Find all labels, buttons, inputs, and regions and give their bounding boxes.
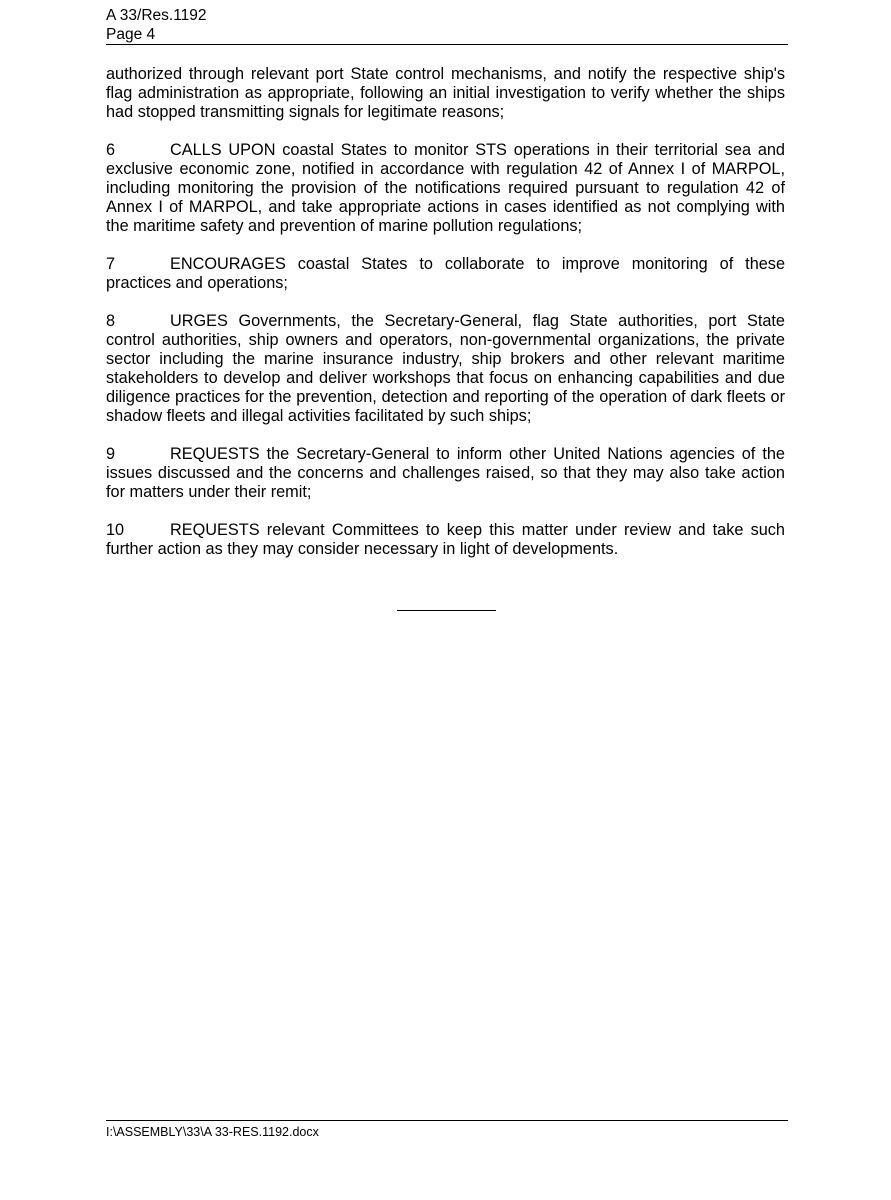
paragraph-10 [106, 521, 785, 559]
paragraph-continuation [106, 65, 785, 122]
document-body [106, 65, 785, 578]
paragraph-7 [106, 255, 785, 293]
paragraph-number: 6 [106, 141, 116, 159]
paragraph-text: URGES Governments, the Secretary-General, flag State authorities, port State control authorities, ship owners and operators, non-governmental organizations, the private sector including the marine insurance industry, ship brokers and other relevant maritime stakeholders to develop and deliver workshops that focus on enhancing capabilities and due diligence practices for the prevention, detection and reporting of the operation of dark fleets or shadow fleets and illegal activities facilitated by such ships; [106, 312, 785, 425]
paragraph-number: 7 [106, 255, 116, 273]
end-of-document-rule [397, 610, 496, 611]
page-footer [106, 1120, 788, 1140]
page-number: Page 4 [106, 26, 156, 43]
paragraph-number: 10 [106, 521, 125, 539]
file-path: I:\ASSEMBLY\33\A 33-RES.1192.docx [106, 1125, 319, 1139]
document-reference: A 33/Res.1192 [106, 7, 207, 24]
paragraph-text: authorized through relevant port State control mechanisms, and notify the respective ship's flag administration as appropriate, following an initial investigation to verify whether the ships had stopped transmitting signals for legitimate reasons; [106, 65, 785, 121]
paragraph-6 [106, 141, 785, 236]
paragraph-number: 8 [106, 312, 116, 330]
paragraph-text: CALLS UPON coastal States to monitor STS operations in their territorial sea and exclusive economic zone, notified in accordance with regulation 42 of Annex I of MARPOL, including monitoring the provision of the notifications required pursuant to regulation 42 of Annex I of MARPOL, and take appropriate actions in cases identified as not complying with the maritime safety and prevention of marine pollution regulations; [106, 141, 785, 235]
paragraph-text: REQUESTS relevant Committees to keep this matter under review and take such further action as they may consider necessary in light of developments. [106, 521, 785, 558]
page-header [106, 6, 788, 45]
paragraph-8 [106, 312, 785, 426]
paragraph-text: ENCOURAGES coastal States to collaborate to improve monitoring of these practices and operations; [106, 255, 785, 292]
paragraph-number: 9 [106, 445, 116, 463]
paragraph-9 [106, 445, 785, 502]
paragraph-text: REQUESTS the Secretary-General to inform other United Nations agencies of the issues discussed and the concerns and challenges raised, so that they may also take action for matters under their remit; [106, 445, 785, 501]
